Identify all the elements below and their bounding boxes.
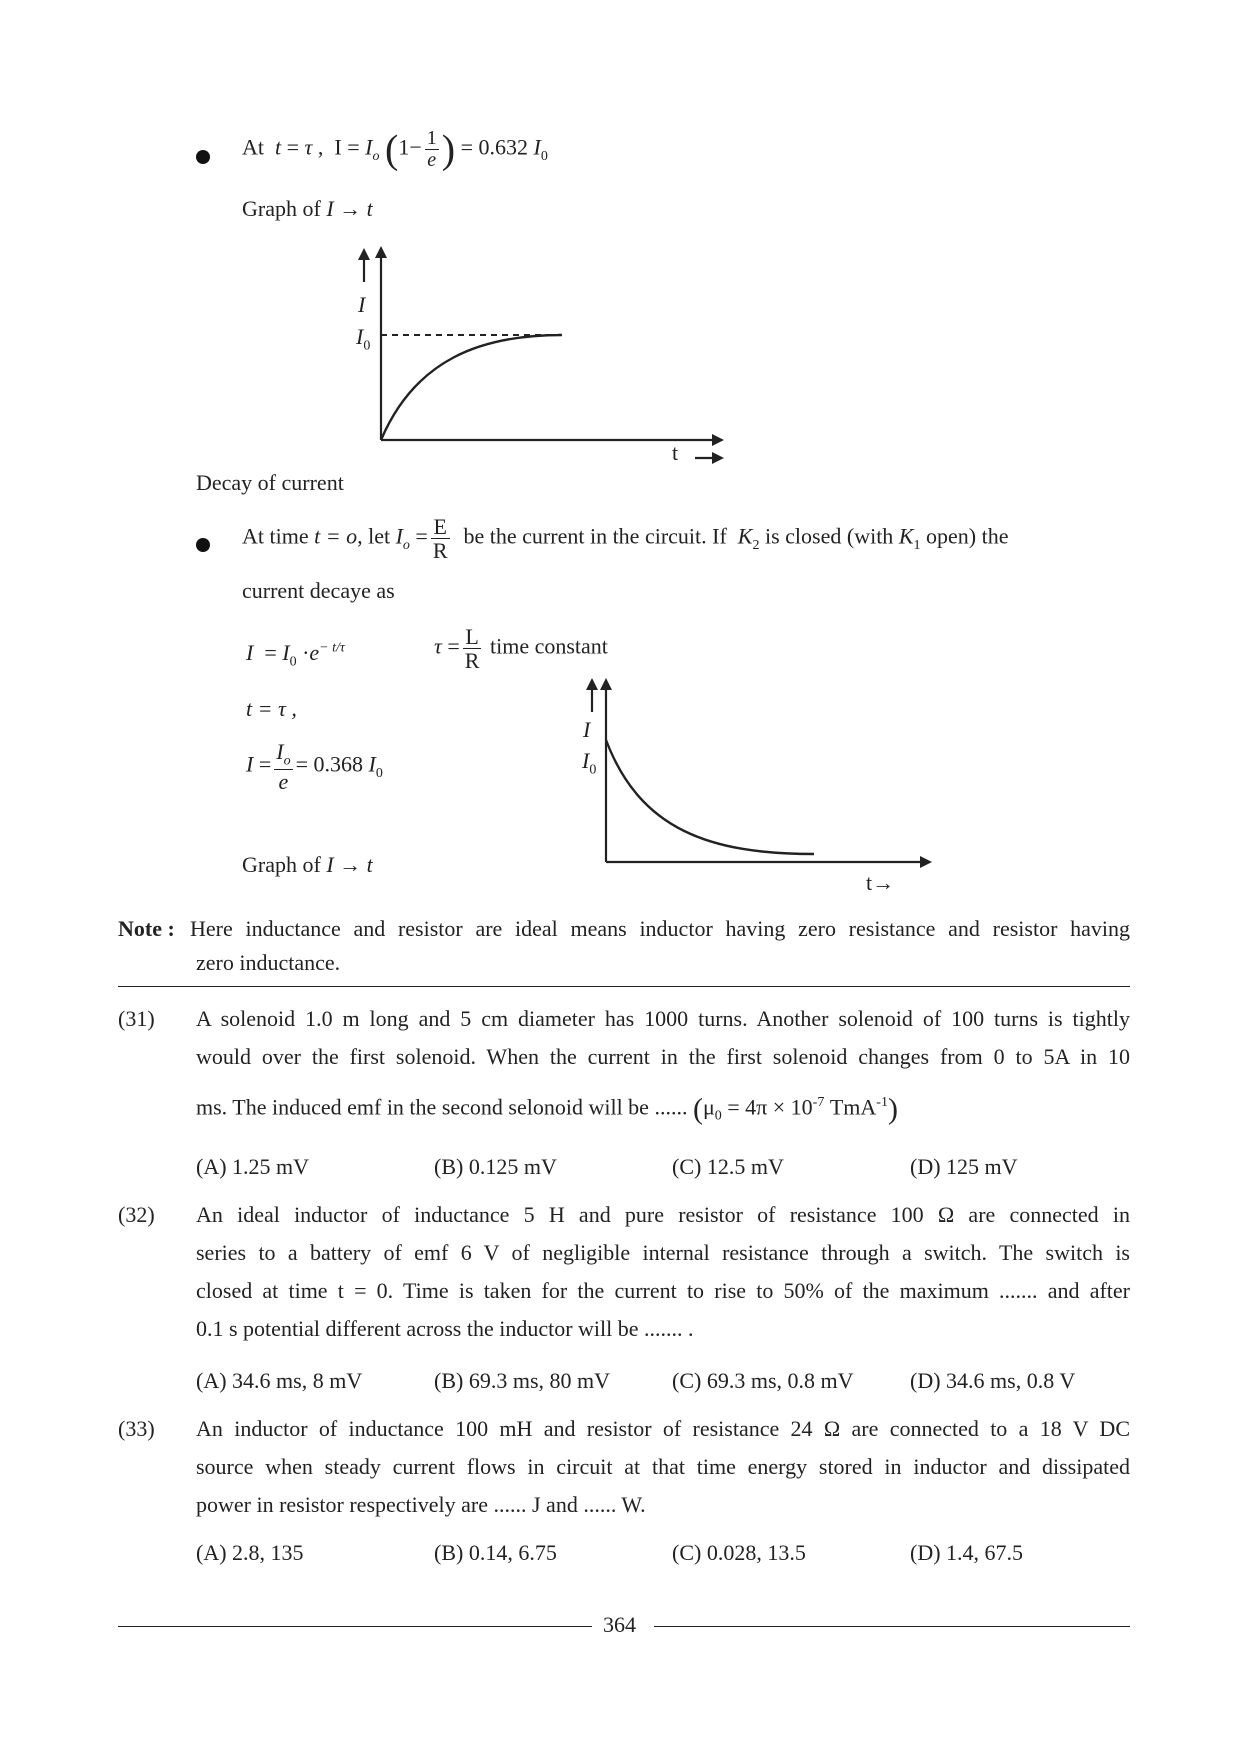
footer-rule-left (118, 1626, 592, 1627)
note-text-line1: Here inductance and resistor are ideal means inductor having zero resistance and resistor having (190, 916, 1130, 941)
question-number: (31) (118, 1006, 155, 1031)
graph2-x-label: t→ (866, 870, 895, 895)
question-number: (33) (118, 1416, 155, 1441)
option-c[interactable]: (C) 12.5 mV (672, 1154, 784, 1179)
option-b[interactable]: (B) 69.3 ms, 80 mV (434, 1368, 610, 1393)
question-number: (32) (118, 1202, 155, 1227)
footer-rule-right (654, 1626, 1130, 1627)
decay-graph (570, 670, 940, 870)
question-line: would over the first solenoid. When the current in the first solenoid changes from 0 to 5A in 10 (196, 1044, 1130, 1069)
note-text-line2: zero inductance. (196, 950, 341, 975)
question-line: 0.1 s potential different across the inductor will be ....... . (196, 1316, 694, 1341)
option-d[interactable]: (D) 1.4, 67.5 (910, 1540, 1024, 1565)
question-line: power in resistor respectively are ...... J and ...... W. (196, 1492, 646, 1517)
graph2-caption: Graph of I → t (242, 852, 373, 877)
graph1-y-marker: $I_0$ (356, 324, 371, 354)
option-a[interactable]: (A) 1.25 mV (196, 1154, 310, 1179)
option-b[interactable]: (B) 0.125 mV (434, 1154, 557, 1179)
option-c[interactable]: (C) 69.3 ms, 0.8 mV (672, 1368, 854, 1393)
question-line: series to a battery of emf 6 V of negligible internal resistance through a switch. The switch is (196, 1240, 1130, 1265)
t-equals-tau: t = τ , (246, 696, 297, 721)
decay-equation: $I = I_0 \cdot e^{- t/\tau}$ (246, 640, 345, 670)
graph1-y-label: I (358, 292, 366, 317)
question-line: closed at time t = 0. Time is taken for the current to rise to 50% of the maximum ....... and after (196, 1278, 1130, 1303)
graph2-y-marker: $I_0$ (582, 748, 597, 778)
bullet-icon (196, 538, 210, 552)
question-31-text (196, 1000, 1130, 1136)
decay-intro-line1: At time t = o, let $I_o$ = $\frac{E}{R}$ be the current in the circuit. If $K_2$ is closed (with $K_1$ open) the (242, 514, 1009, 564)
option-b[interactable]: (B) 0.14, 6.75 (434, 1540, 557, 1565)
question-line: An ideal inductor of inductance 5 H and pure resistor of resistance 100 Ω are connected in (196, 1202, 1130, 1227)
page-number: 364 (603, 1612, 636, 1637)
question-line: ms. The induced emf in the second selonoid will be ...... ($\mu_0 = 4\pi \times 10^{-7}$ TmA$^{-1}$) (196, 1092, 898, 1126)
question-line: A solenoid 1.0 m long and 5 cm diameter has 1000 turns. Another solenoid of 100 turns is tightly (196, 1006, 1130, 1031)
decay-intro-line2: current decaye as (242, 578, 395, 603)
decay-value: I = $\frac{I_o}{e}$ = 0.368 $I_0$ (246, 739, 383, 795)
charging-formula: At t = τ , $I = I_o$ (1− $\frac{1}{e}$ ) = 0.632 $I_0$ (242, 126, 548, 172)
graph1-caption: Graph of I → t (242, 196, 373, 221)
question-32-text (196, 1196, 1130, 1348)
graph1-x-label: t (672, 440, 679, 465)
decay-heading: Decay of current (196, 470, 344, 495)
graph2-y-label: I (583, 717, 591, 742)
question-line: An inductor of inductance 100 mH and resistor of resistance 24 Ω are connected to a 18 V DC (196, 1416, 1130, 1441)
option-a[interactable]: (A) 2.8, 135 (196, 1540, 304, 1565)
option-d[interactable]: (D) 125 mV (910, 1154, 1018, 1179)
growth-graph (340, 240, 740, 480)
option-c[interactable]: (C) 0.028, 13.5 (672, 1540, 806, 1565)
note-label: Note : (118, 916, 175, 941)
question-line: source when steady current flows in circuit at that time energy stored in inductor and dissipated (196, 1454, 1130, 1479)
divider (118, 986, 1130, 987)
time-constant: τ = $\frac{L}{R}$ time constant (434, 624, 608, 674)
option-a[interactable]: (A) 34.6 ms, 8 mV (196, 1368, 363, 1393)
bullet-icon (196, 150, 210, 164)
option-d[interactable]: (D) 34.6 ms, 0.8 V (910, 1368, 1076, 1393)
question-33-text (196, 1410, 1130, 1524)
